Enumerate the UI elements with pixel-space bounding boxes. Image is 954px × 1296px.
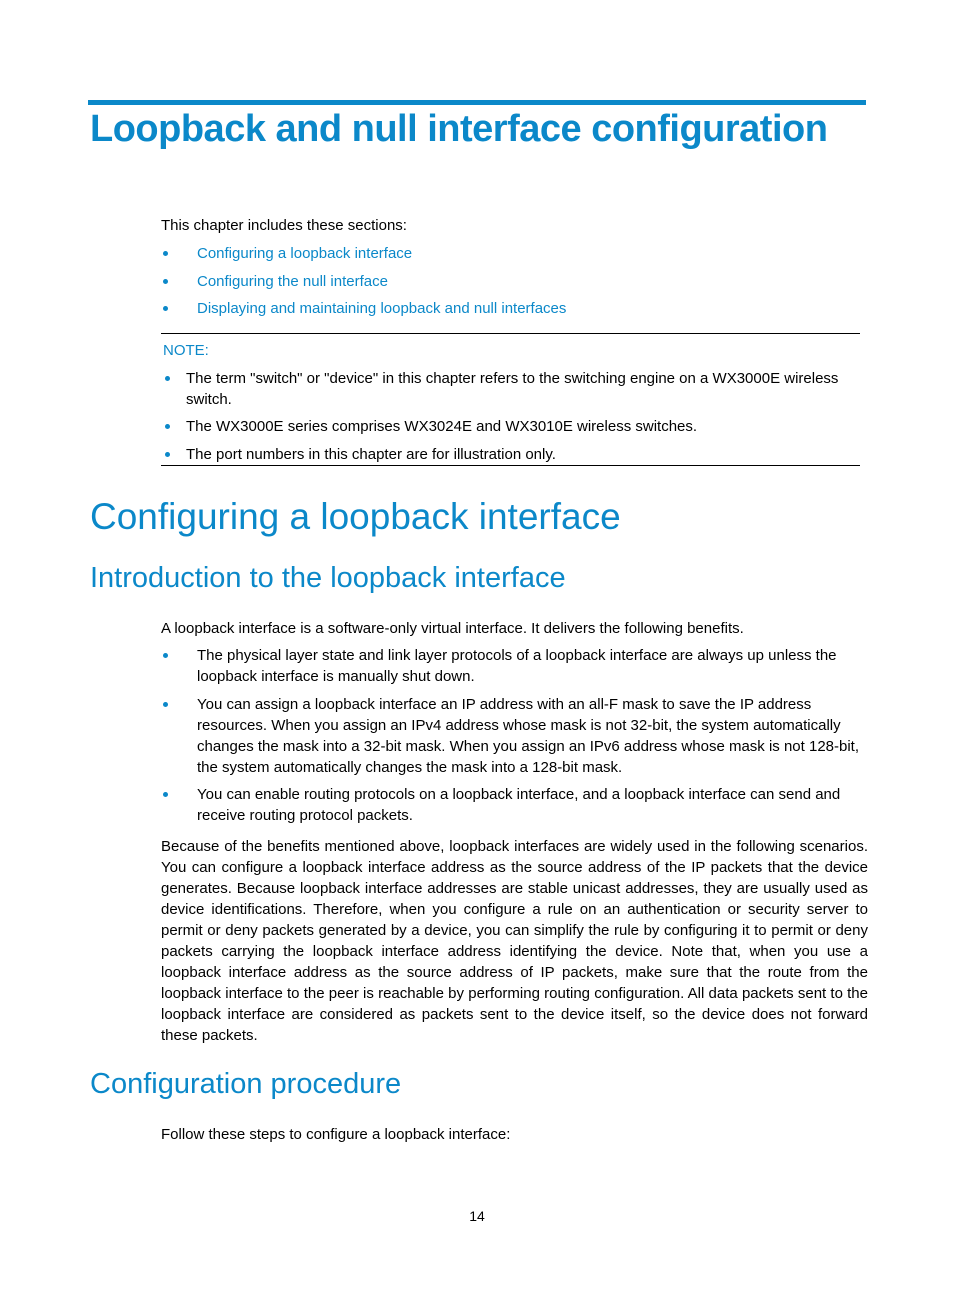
bullet-icon (165, 452, 170, 457)
note-item (161, 444, 860, 465)
toc-item[interactable] (161, 271, 566, 299)
toc-link-display[interactable]: Displaying and maintaining loopback and null interfaces (197, 300, 567, 317)
chapter-title: Loopback and null interface configuration (90, 108, 828, 150)
note-top-rule (161, 333, 860, 334)
list-item-text: You can enable routing protocols on a loopback interface, and a loopback interface can send and receive routing protocol packets. (197, 786, 841, 824)
section-heading: Configuring a loopback interface (90, 496, 621, 537)
note-list (161, 368, 860, 465)
bullet-icon (163, 702, 168, 707)
note-label: NOTE: (163, 342, 209, 359)
note-text: The term "switch" or "device" in this chapter refers to the switching engine on a WX3000E wireless switch. (186, 370, 839, 408)
list-item (161, 694, 865, 778)
list-item (161, 645, 865, 687)
chapter-intro: This chapter includes these sections: (161, 217, 407, 234)
toc-item[interactable] (161, 298, 566, 326)
section-toc (161, 243, 566, 326)
list-item-text: You can assign a loopback interface an IP address with an all-F mask to save the IP address resources. When you assign an IPv4 address whose mask is not 32-bit, the system automatically changes the mask into a 32-bit mask. When you assign an IPv6 address whose mask is not 128-bit, the system automatically changes the mask into a 128-bit mask. (197, 696, 860, 776)
benefits-list (161, 645, 865, 826)
procedure-intro-text: Follow these steps to configure a loopback interface: (161, 1126, 511, 1143)
chapter-top-rule (88, 100, 866, 105)
subsection-intro-text: A loopback interface is a software-only virtual interface. It delivers the following benefits. (161, 620, 744, 637)
bullet-icon (165, 424, 170, 429)
subsection-heading-intro: Introduction to the loopback interface (90, 562, 566, 594)
bullet-icon (163, 251, 168, 256)
bullet-icon (165, 376, 170, 381)
note-item (161, 368, 860, 410)
toc-link-null[interactable]: Configuring the null interface (197, 272, 388, 290)
bullet-icon (163, 306, 168, 311)
toc-item[interactable] (161, 243, 566, 271)
note-text: The WX3000E series comprises WX3024E and WX3010E wireless switches. (186, 418, 698, 435)
note-item (161, 416, 860, 437)
subsection-heading-procedure: Configuration procedure (90, 1068, 402, 1100)
note-text: The port numbers in this chapter are for illustration only. (186, 446, 556, 463)
scenarios-paragraph: Because of the benefits mentioned above, loopback interfaces are widely used in the following scenarios. You can configure a loopback interface address as the source address of the IP packets that the device generates. Because loopback interface addresses are stable unicast addresses, they are usually used as device identifications. Therefore, when you configure a rule on an authentication or security server to permit or deny packets generated by a device, you can simplify the rule by configuring it to permit or deny packets carrying the loopback interface address identifying the device. Note that, when you use a loopback interface address as the source address of IP packets, make sure that the route from the loopback interface to the peer is reachable by performing routing configuration. All data packets sent to the loopback interface are considered as packets sent to the device itself, so the device does not forward these packets. (161, 838, 868, 1044)
page-number: 14 (469, 1208, 485, 1224)
note-bottom-rule (161, 465, 860, 466)
bullet-icon (163, 279, 168, 284)
bullet-icon (163, 792, 168, 797)
bullet-icon (163, 653, 168, 658)
list-item (161, 784, 865, 826)
toc-link-loopback[interactable]: Configuring a loopback interface (197, 245, 413, 262)
list-item-text: The physical layer state and link layer protocols of a loopback interface are always up unless the loopback interface is manually shut down. (197, 647, 837, 685)
